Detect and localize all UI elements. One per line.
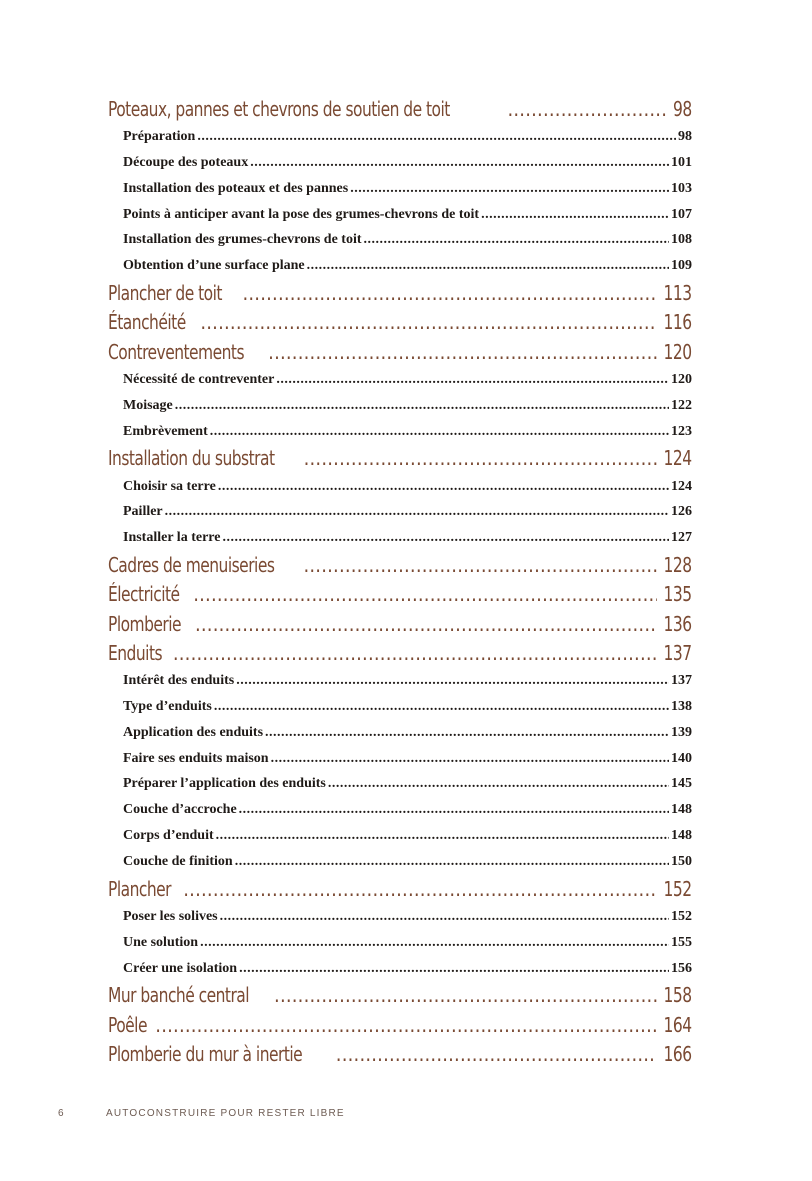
toc-entry-page-number: 166 — [664, 1041, 692, 1066]
toc-chapter-entry — [108, 639, 692, 668]
toc-leader-dots — [218, 474, 669, 500]
toc-leader-dots — [265, 720, 669, 746]
toc-chapter-entry — [108, 981, 692, 1010]
toc-entry-label: Électricité — [108, 582, 180, 607]
toc-entry-page-number: 116 — [664, 310, 692, 335]
toc-chapter-entry — [108, 551, 692, 580]
toc-leader-dots — [481, 202, 669, 228]
toc-section-entry — [108, 720, 692, 746]
toc-section-entry — [108, 499, 692, 525]
toc-entry-label: Couche de finition — [123, 853, 233, 869]
toc-entry-page-number: 138 — [671, 699, 692, 715]
toc-section-entry — [108, 849, 692, 875]
toc-entry-label: Installation du substrat — [108, 446, 275, 471]
toc-leader-dots — [236, 668, 669, 694]
toc-section-entry — [108, 797, 692, 823]
toc-leader-dots — [155, 1011, 657, 1040]
toc-leader-dots — [336, 1040, 658, 1069]
toc-leader-dots — [216, 823, 669, 849]
toc-entry-label: Étanchéité — [108, 310, 186, 335]
toc-chapter-entry — [108, 308, 692, 337]
toc-chapter-entry — [108, 279, 692, 308]
toc-entry-page-number: 124 — [671, 478, 692, 494]
toc-entry-label: Plomberie du mur à inertie — [108, 1041, 303, 1066]
toc-entry-label: Embrèvement — [123, 423, 208, 439]
toc-section-entry — [108, 176, 692, 202]
toc-leader-dots — [507, 95, 668, 124]
toc-section-entry — [108, 823, 692, 849]
toc-leader-dots — [235, 849, 669, 875]
toc-entry-label: Type d’enduits — [123, 699, 212, 715]
toc-entry-page-number: 135 — [664, 582, 692, 607]
toc-section-entry — [108, 124, 692, 150]
toc-entry-page-number: 108 — [671, 232, 692, 248]
toc-leader-dots — [350, 176, 669, 202]
toc-entry-page-number: 140 — [671, 750, 692, 766]
toc-leader-dots — [307, 253, 669, 279]
toc-section-entry — [108, 746, 692, 772]
toc-entry-label: Points à anticiper avant la pose des grumes-chevrons de toit — [123, 206, 480, 222]
toc-entry-page-number: 124 — [664, 446, 692, 471]
toc-leader-dots — [183, 875, 657, 904]
toc-leader-dots — [200, 308, 657, 337]
page-number: 6 — [58, 1108, 65, 1119]
toc-section-entry — [108, 150, 692, 176]
toc-entry-label: Poêle — [108, 1012, 147, 1037]
toc-leader-dots — [250, 150, 669, 176]
toc-leader-dots — [239, 797, 669, 823]
toc-entry-label: Intérêt des enduits — [123, 673, 235, 689]
toc-entry-label: Cadres de menuiseries — [108, 553, 275, 578]
toc-entry-page-number: 98 — [673, 97, 692, 121]
toc-leader-dots — [195, 610, 658, 639]
toc-section-entry — [108, 202, 692, 228]
toc-entry-label: Installation des poteaux et des pannes — [123, 180, 349, 196]
toc-leader-dots — [303, 551, 657, 580]
toc-leader-dots — [274, 981, 657, 1010]
toc-entry-label: Plomberie — [108, 611, 182, 636]
toc-entry-label: Application des enduits — [123, 724, 264, 740]
toc-leader-dots — [328, 771, 669, 797]
toc-section-entry — [108, 771, 692, 797]
toc-section-entry — [108, 419, 692, 445]
toc-chapter-entry — [108, 1040, 692, 1069]
toc-entry-label: Couche d’accroche — [123, 802, 237, 818]
toc-leader-dots — [173, 639, 658, 668]
toc-leader-dots — [220, 904, 669, 930]
toc-leader-dots — [193, 580, 657, 609]
toc-entry-label: Découpe des poteaux — [123, 155, 249, 171]
toc-section-entry — [108, 393, 692, 419]
toc-leader-dots — [197, 124, 676, 150]
toc-section-entry — [108, 956, 692, 982]
toc-entry-label: Une solution — [123, 934, 199, 950]
toc-leader-dots — [239, 956, 669, 982]
toc-entry-label: Contreventements — [108, 339, 245, 364]
toc-leader-dots — [271, 746, 669, 772]
toc-entry-page-number: 136 — [664, 611, 692, 636]
toc-leader-dots — [242, 279, 657, 308]
toc-entry-page-number: 107 — [671, 206, 692, 222]
toc-entry-page-number: 158 — [664, 983, 692, 1008]
toc-entry-page-number: 120 — [671, 371, 692, 387]
toc-entry-label: Poser les solives — [123, 908, 218, 924]
toc-entry-page-number: 156 — [671, 960, 692, 976]
toc-entry-page-number: 123 — [671, 423, 692, 439]
toc-section-entry — [108, 930, 692, 956]
toc-entry-page-number: 148 — [671, 828, 692, 844]
toc-entry-label: Pailler — [123, 504, 163, 520]
toc-entry-label: Corps d’enduit — [123, 828, 214, 844]
toc-entry-label: Préparer l’application des enduits — [123, 776, 326, 792]
toc-entry-page-number: 120 — [664, 339, 692, 364]
toc-section-entry — [108, 525, 692, 551]
toc-entry-page-number: 103 — [671, 180, 692, 196]
running-book-title: AUTOCONSTRUIRE POUR RESTER LIBRE — [106, 1108, 345, 1119]
toc-entry-label: Créer une isolation — [123, 960, 238, 976]
toc-leader-dots — [304, 444, 658, 473]
toc-chapter-entry — [108, 444, 692, 473]
toc-leader-dots — [268, 338, 657, 367]
toc-chapter-entry — [108, 875, 692, 904]
toc-entry-label: Choisir sa terre — [123, 478, 216, 494]
toc-entry-page-number: 164 — [664, 1012, 692, 1037]
toc-entry-page-number: 128 — [664, 553, 692, 578]
toc-chapter-entry — [108, 610, 692, 639]
toc-entry-label: Enduits — [108, 640, 163, 665]
toc-leader-dots — [175, 393, 669, 419]
toc-entry-page-number: 148 — [671, 802, 692, 818]
toc-section-entry — [108, 904, 692, 930]
toc-entry-label: Nécessité de contreventer — [123, 371, 275, 387]
toc-entry-page-number: 152 — [671, 908, 692, 924]
toc-entry-page-number: 101 — [671, 155, 692, 171]
toc-section-entry — [108, 253, 692, 279]
table-of-contents — [108, 95, 692, 1069]
toc-entry-page-number: 122 — [671, 397, 692, 413]
toc-entry-label: Faire ses enduits maison — [123, 750, 269, 766]
toc-entry-page-number: 127 — [671, 530, 692, 546]
toc-entry-page-number: 150 — [671, 853, 692, 869]
toc-entry-label: Installer la terre — [123, 530, 221, 546]
toc-entry-label: Plancher de toit — [108, 281, 222, 306]
toc-entry-page-number: 145 — [671, 776, 692, 792]
toc-leader-dots — [214, 694, 669, 720]
toc-entry-page-number: 109 — [671, 258, 692, 274]
toc-chapter-entry — [108, 1011, 692, 1040]
toc-entry-label: Poteaux, pannes et chevrons de soutien de toit — [108, 97, 450, 121]
toc-entry-label: Plancher — [108, 876, 171, 901]
toc-chapter-entry — [108, 95, 692, 124]
toc-section-entry — [108, 227, 692, 253]
toc-section-entry — [108, 668, 692, 694]
toc-entry-page-number: 113 — [664, 281, 692, 306]
toc-entry-label: Moisage — [123, 397, 173, 413]
toc-leader-dots — [276, 367, 669, 393]
toc-entry-label: Préparation — [123, 129, 196, 145]
toc-section-entry — [108, 474, 692, 500]
toc-chapter-entry — [108, 580, 692, 609]
toc-entry-page-number: 152 — [664, 876, 692, 901]
toc-entry-page-number: 126 — [671, 504, 692, 520]
toc-leader-dots — [222, 525, 669, 551]
toc-entry-page-number: 137 — [671, 673, 692, 689]
toc-leader-dots — [200, 930, 669, 956]
toc-entry-label: Obtention d’une surface plane — [123, 258, 305, 274]
toc-entry-label: Installation des grumes-chevrons de toit — [123, 232, 362, 248]
toc-entry-label: Mur banché central — [108, 983, 250, 1008]
toc-chapter-entry — [108, 338, 692, 367]
toc-entry-page-number: 139 — [671, 724, 692, 740]
toc-entry-page-number: 98 — [678, 129, 692, 145]
toc-leader-dots — [364, 227, 669, 253]
toc-leader-dots — [210, 419, 669, 445]
toc-section-entry — [108, 367, 692, 393]
toc-entry-page-number: 155 — [671, 934, 692, 950]
toc-leader-dots — [165, 499, 669, 525]
toc-entry-page-number: 137 — [664, 640, 692, 665]
toc-section-entry — [108, 694, 692, 720]
